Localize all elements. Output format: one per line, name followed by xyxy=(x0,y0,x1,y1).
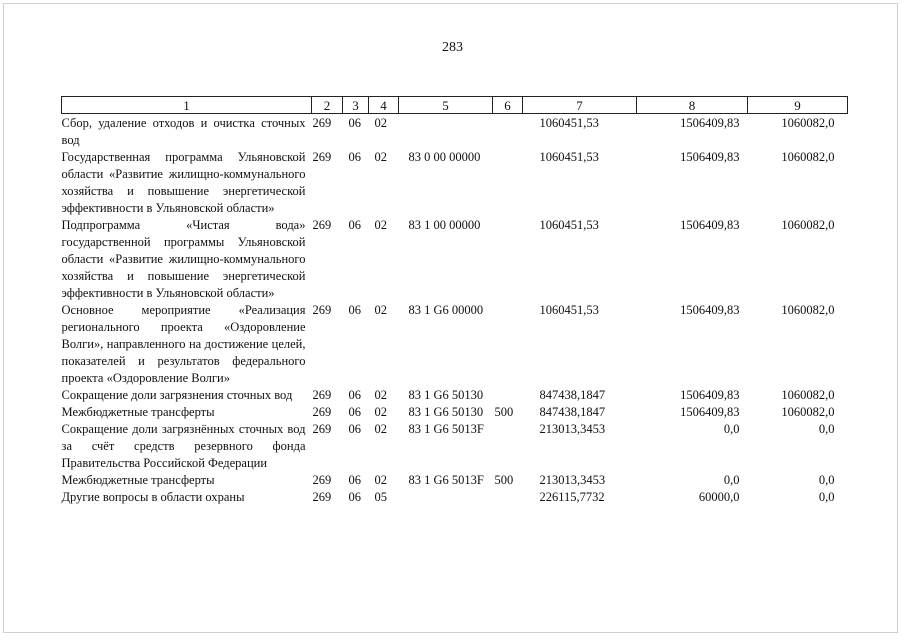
cell-amount-7: 213013,3453 xyxy=(539,422,606,436)
cell-amount-9: 1060082,0 xyxy=(781,405,835,419)
cell-target-article: 83 1 G6 00000 xyxy=(408,303,484,317)
cell-amount-7: 1060451,53 xyxy=(539,218,599,232)
cell-amount-8: 1506409,83 xyxy=(680,150,740,164)
cell-ministry-code: 269 xyxy=(312,388,332,402)
column-header: 1 xyxy=(62,97,312,114)
cell-target-article xyxy=(399,489,493,506)
table-row xyxy=(62,149,848,217)
cell-amount-7: 847438,1847 xyxy=(539,405,606,419)
cell-target-article: 83 1 G6 50130 xyxy=(408,405,484,419)
cell-section: 06 xyxy=(348,303,361,317)
cell-amount-7: 1060451,53 xyxy=(539,150,599,164)
cell-expense-type xyxy=(493,149,523,217)
cell-ministry-code: 269 xyxy=(312,150,332,164)
row-name: Сбор, удаление отходов и очистка сточных вод xyxy=(61,116,306,147)
cell-ministry-code: 269 xyxy=(312,116,332,130)
cell-amount-9: 0,0 xyxy=(818,422,835,436)
column-header: 4 xyxy=(369,97,399,114)
row-name: Государственная программа Ульяновской области «Развитие жилищно-коммунального хозяйства и повышение энергетической эффективности в Ульяновской области» xyxy=(61,150,306,215)
cell-amount-9: 0,0 xyxy=(818,473,835,487)
cell-amount-8: 1506409,83 xyxy=(680,116,740,130)
cell-ministry-code: 269 xyxy=(312,218,332,232)
cell-expense-type xyxy=(493,302,523,387)
cell-ministry-code: 269 xyxy=(312,303,332,317)
cell-target-article: 83 1 00 00000 xyxy=(408,218,481,232)
cell-amount-8: 0,0 xyxy=(723,473,740,487)
cell-subsection: 05 xyxy=(374,490,387,504)
row-name: Основное мероприятие «Реализация регионального проекта «Оздоровление Волги», направленного на достижение целей, показателей и результатов федерального проекта «Оздоровление Волги» xyxy=(61,303,306,385)
cell-section: 06 xyxy=(348,150,361,164)
cell-section: 06 xyxy=(348,422,361,436)
cell-subsection: 02 xyxy=(374,388,387,402)
table-row xyxy=(62,114,848,150)
table-row xyxy=(62,489,848,506)
cell-ministry-code: 269 xyxy=(312,473,332,487)
cell-ministry-code: 269 xyxy=(312,422,332,436)
cell-amount-8: 1506409,83 xyxy=(680,405,740,419)
column-header: 6 xyxy=(493,97,523,114)
cell-amount-7: 213013,3453 xyxy=(539,473,606,487)
row-name: Другие вопросы в области охраны xyxy=(61,490,245,504)
cell-ministry-code: 269 xyxy=(312,405,332,419)
cell-expense-type: 500 xyxy=(494,473,514,487)
cell-amount-8: 1506409,83 xyxy=(680,303,740,317)
cell-subsection: 02 xyxy=(374,116,387,130)
cell-section: 06 xyxy=(348,116,361,130)
column-header: 7 xyxy=(523,97,637,114)
cell-target-article xyxy=(399,114,493,150)
table-row xyxy=(62,421,848,472)
cell-amount-8: 1506409,83 xyxy=(680,218,740,232)
row-name: Сокращение доли загрязнённых сточных вод за счёт средств резервного фонда Правительства Российской Федерации xyxy=(61,422,306,470)
cell-subsection: 02 xyxy=(374,150,387,164)
column-header: 9 xyxy=(748,97,848,114)
cell-expense-type: 500 xyxy=(494,405,514,419)
column-header: 8 xyxy=(637,97,748,114)
cell-section: 06 xyxy=(348,405,361,419)
cell-amount-7: 1060451,53 xyxy=(539,303,599,317)
cell-subsection: 02 xyxy=(374,422,387,436)
cell-target-article: 83 1 G6 5013F xyxy=(408,422,484,436)
cell-amount-7: 1060451,53 xyxy=(539,116,599,130)
cell-amount-8: 1506409,83 xyxy=(680,388,740,402)
cell-section: 06 xyxy=(348,218,361,232)
cell-target-article: 83 1 G6 50130 xyxy=(408,388,484,402)
cell-expense-type xyxy=(493,421,523,472)
cell-target-article: 83 1 G6 5013F xyxy=(408,473,484,487)
cell-amount-9: 1060082,0 xyxy=(781,388,835,402)
row-name: Межбюджетные трансферты xyxy=(61,405,215,419)
page-number: 283 xyxy=(442,40,463,55)
cell-amount-9: 1060082,0 xyxy=(781,150,835,164)
cell-amount-7: 847438,1847 xyxy=(539,388,606,402)
cell-amount-8: 0,0 xyxy=(723,422,740,436)
column-header: 5 xyxy=(399,97,493,114)
column-header: 2 xyxy=(312,97,343,114)
cell-amount-7: 226115,7732 xyxy=(539,490,605,504)
cell-subsection: 02 xyxy=(374,405,387,419)
cell-section: 06 xyxy=(348,490,361,504)
cell-expense-type xyxy=(493,114,523,150)
cell-section: 06 xyxy=(348,388,361,402)
cell-amount-8: 60000,0 xyxy=(698,490,740,504)
cell-amount-9: 1060082,0 xyxy=(781,303,835,317)
cell-section: 06 xyxy=(348,473,361,487)
table-row xyxy=(62,302,848,387)
cell-amount-9: 1060082,0 xyxy=(781,218,835,232)
cell-expense-type xyxy=(493,217,523,302)
header-row xyxy=(62,97,848,114)
cell-ministry-code: 269 xyxy=(312,490,332,504)
cell-target-article: 83 0 00 00000 xyxy=(408,150,481,164)
cell-subsection: 02 xyxy=(374,473,387,487)
row-name: Межбюджетные трансферты xyxy=(61,473,215,487)
table-row xyxy=(62,472,848,489)
cell-expense-type xyxy=(493,387,523,404)
cell-subsection: 02 xyxy=(374,218,387,232)
table-row xyxy=(62,217,848,302)
cell-amount-9: 1060082,0 xyxy=(781,116,835,130)
table-row xyxy=(62,387,848,404)
cell-amount-9: 0,0 xyxy=(818,490,835,504)
table-row xyxy=(62,404,848,421)
row-name: Подпрограмма «Чистая вода» государственной программы Ульяновской области «Развитие жилищно-коммунального хозяйства и повышение энергетической эффективности в Ульяновской области» xyxy=(61,218,306,300)
budget-table xyxy=(61,96,848,506)
cell-subsection: 02 xyxy=(374,303,387,317)
cell-expense-type xyxy=(493,489,523,506)
row-name: Сокращение доли загрязнения сточных вод xyxy=(61,388,293,402)
column-header: 3 xyxy=(343,97,369,114)
